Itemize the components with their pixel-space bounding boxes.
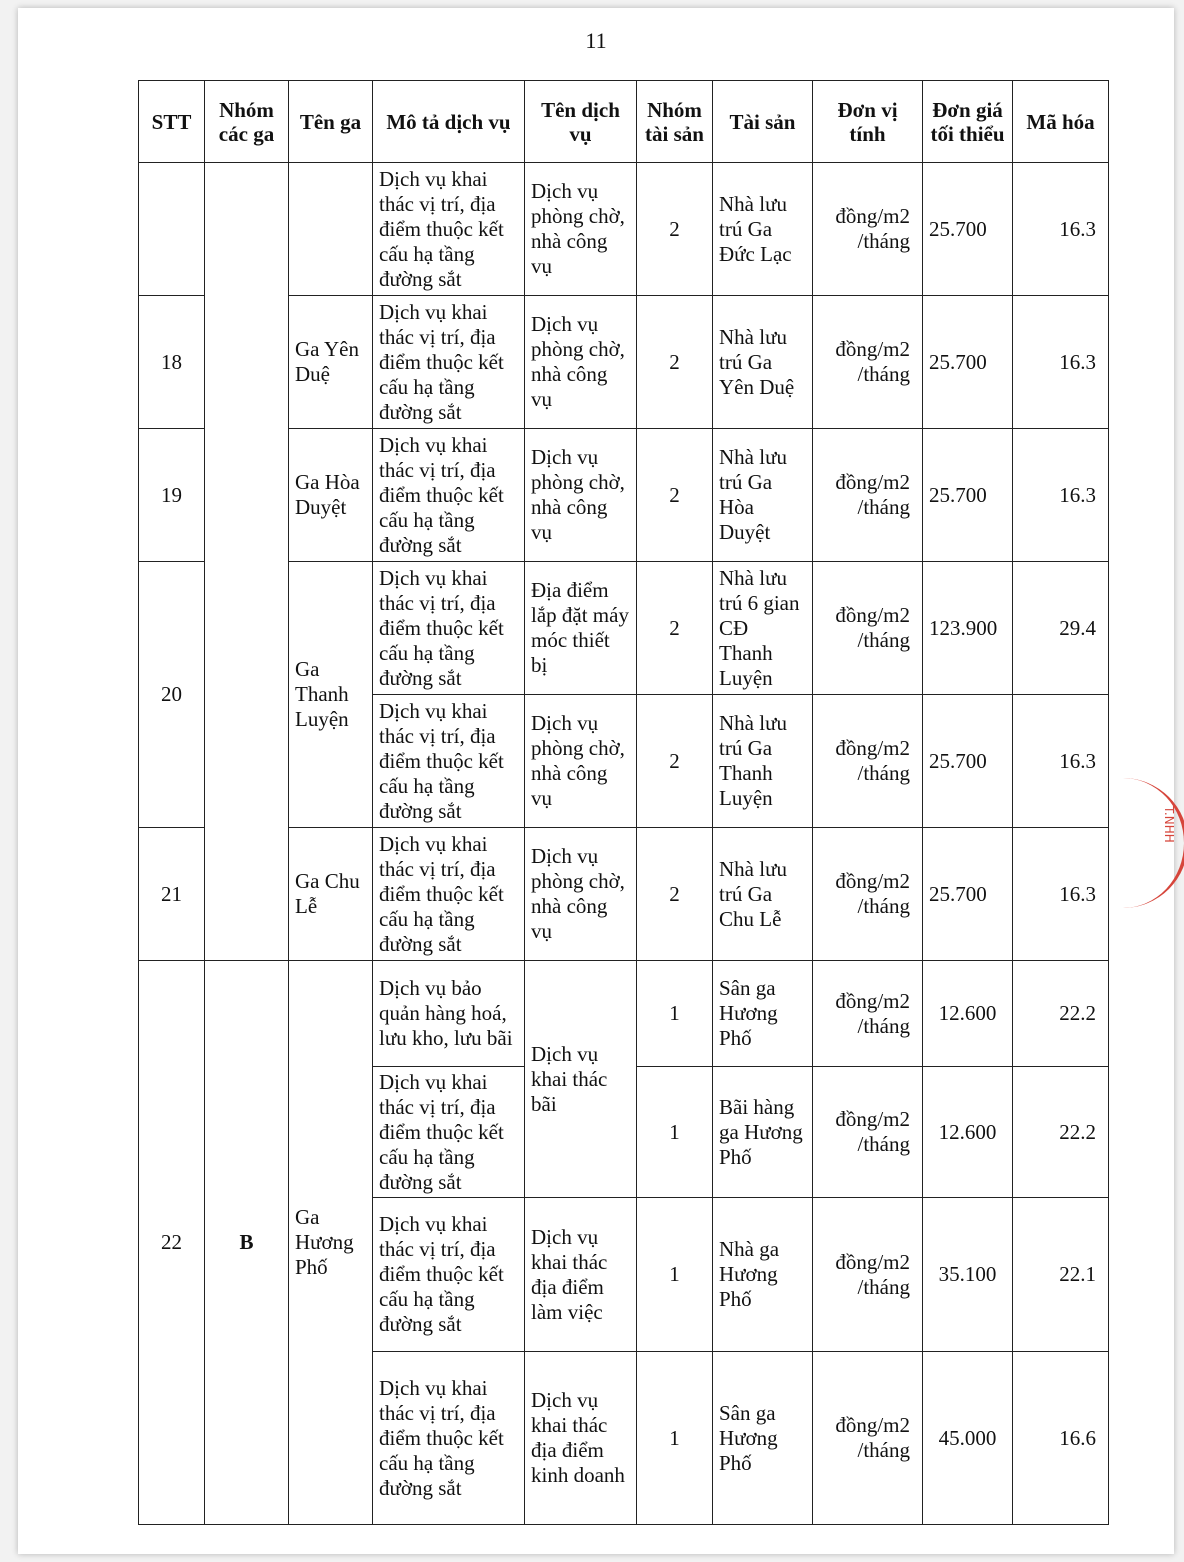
table-header-row — [139, 81, 1109, 163]
cell-don-gia: 45.000 — [923, 1352, 1013, 1525]
cell-ten-dich-vu: Địa điểm lắp đặt máy móc thiết bị — [525, 562, 637, 695]
cell-mo-ta: Dịch vụ bảo quản hàng hoá, lưu kho, lưu bãi — [373, 961, 525, 1067]
cell-mo-ta: Dịch vụ khai thác vị trí, địa điểm thuộc kết cấu hạ tầng đường sắt — [373, 562, 525, 695]
cell-don-vi: đồng/m2 /tháng — [813, 961, 923, 1067]
header-ma-hoa: Mã hóa — [1013, 81, 1109, 163]
cell-don-vi: đồng/m2 /tháng — [813, 1198, 923, 1352]
cell-ten-dich-vu: Dịch vụ phòng chờ, nhà công vụ — [525, 828, 637, 961]
cell-mo-ta: Dịch vụ khai thác vị trí, địa điểm thuộc kết cấu hạ tầng đường sắt — [373, 163, 525, 296]
cell-ma-hoa: 16.3 — [1013, 296, 1109, 429]
red-seal-stamp — [1114, 778, 1184, 908]
cell-don-gia: 123.900 — [923, 562, 1013, 695]
header-mo-ta-dich-vu: Mô tả dịch vụ — [373, 81, 525, 163]
cell-ma-hoa: 22.2 — [1013, 1067, 1109, 1198]
cell-nhom-tai-san: 1 — [637, 1198, 713, 1352]
cell-don-vi: đồng/m2 /tháng — [813, 562, 923, 695]
cell-tai-san: Nhà lưu trú Ga Đức Lạc — [713, 163, 813, 296]
cell-ma-hoa: 22.1 — [1013, 1198, 1109, 1352]
cell-don-gia: 12.600 — [923, 961, 1013, 1067]
cell-ma-hoa: 16.6 — [1013, 1352, 1109, 1525]
cell-nhom-cac-ga: B — [205, 961, 289, 1525]
cell-mo-ta: Dịch vụ khai thác vị trí, địa điểm thuộc kết cấu hạ tầng đường sắt — [373, 828, 525, 961]
header-ten-dich-vu: Tên dịch vụ — [525, 81, 637, 163]
cell-tai-san: Nhà lưu trú Ga Chu Lễ — [713, 828, 813, 961]
cell-stt: 21 — [139, 828, 205, 961]
cell-nhom-tai-san: 1 — [637, 961, 713, 1067]
cell-ten-ga: Ga Chu Lễ — [289, 828, 373, 961]
cell-tai-san: Bãi hàng ga Hương Phố — [713, 1067, 813, 1198]
cell-ten-dich-vu: Dịch vụ khai thác bãi — [525, 961, 637, 1198]
service-price-table — [138, 80, 1109, 1525]
cell-don-gia: 12.600 — [923, 1067, 1013, 1198]
cell-stt: 18 — [139, 296, 205, 429]
cell-ma-hoa: 16.3 — [1013, 828, 1109, 961]
cell-ten-dich-vu: Dịch vụ phòng chờ, nhà công vụ — [525, 429, 637, 562]
cell-don-gia: 25.700 — [923, 828, 1013, 961]
header-don-vi-tinh: Đơn vị tính — [813, 81, 923, 163]
cell-tai-san: Nhà lưu trú Ga Hòa Duyệt — [713, 429, 813, 562]
cell-mo-ta: Dịch vụ khai thác vị trí, địa điểm thuộc kết cấu hạ tầng đường sắt — [373, 1067, 525, 1198]
cell-ten-dich-vu: Dịch vụ phòng chờ, nhà công vụ — [525, 296, 637, 429]
cell-stt: 19 — [139, 429, 205, 562]
cell-don-gia: 25.700 — [923, 695, 1013, 828]
header-ten-ga: Tên ga — [289, 81, 373, 163]
cell-tai-san: Sân ga Hương Phố — [713, 961, 813, 1067]
cell-nhom-tai-san: 2 — [637, 429, 713, 562]
cell-nhom-tai-san: 2 — [637, 562, 713, 695]
table-row — [139, 163, 1109, 296]
cell-don-vi: đồng/m2 /tháng — [813, 163, 923, 296]
table-row — [139, 961, 1109, 1067]
cell-ten-ga: Ga Hương Phố — [289, 961, 373, 1525]
cell-ma-hoa: 29.4 — [1013, 562, 1109, 695]
cell-nhom-tai-san: 2 — [637, 163, 713, 296]
cell-don-vi: đồng/m2 /tháng — [813, 695, 923, 828]
cell-nhom-tai-san: 2 — [637, 296, 713, 429]
cell-don-vi: đồng/m2 /tháng — [813, 1067, 923, 1198]
header-stt: STT — [139, 81, 205, 163]
header-nhom-cac-ga: Nhóm các ga — [205, 81, 289, 163]
cell-mo-ta: Dịch vụ khai thác vị trí, địa điểm thuộc kết cấu hạ tầng đường sắt — [373, 1352, 525, 1525]
cell-don-gia: 25.700 — [923, 163, 1013, 296]
cell-ten-ga — [289, 163, 373, 296]
cell-mo-ta: Dịch vụ khai thác vị trí, địa điểm thuộc kết cấu hạ tầng đường sắt — [373, 1198, 525, 1352]
cell-mo-ta: Dịch vụ khai thác vị trí, địa điểm thuộc kết cấu hạ tầng đường sắt — [373, 296, 525, 429]
cell-ten-ga: Ga Yên Duệ — [289, 296, 373, 429]
cell-don-gia: 35.100 — [923, 1198, 1013, 1352]
cell-ma-hoa: 16.3 — [1013, 163, 1109, 296]
cell-mo-ta: Dịch vụ khai thác vị trí, địa điểm thuộc kết cấu hạ tầng đường sắt — [373, 429, 525, 562]
cell-ten-dich-vu: Dịch vụ khai thác địa điểm kinh doanh — [525, 1352, 637, 1525]
header-don-gia: Đơn giá tối thiểu — [923, 81, 1013, 163]
cell-stt — [139, 163, 205, 296]
cell-nhom-tai-san: 2 — [637, 695, 713, 828]
cell-stt: 22 — [139, 961, 205, 1525]
cell-nhom-tai-san: 1 — [637, 1352, 713, 1525]
cell-ten-dich-vu: Dịch vụ phòng chờ, nhà công vụ — [525, 163, 637, 296]
cell-don-gia: 25.700 — [923, 296, 1013, 429]
cell-ma-hoa: 22.2 — [1013, 961, 1109, 1067]
page-number: 11 — [585, 28, 607, 53]
cell-tai-san: Nhà lưu trú 6 gian CĐ Thanh Luyện — [713, 562, 813, 695]
cell-don-vi: đồng/m2 /tháng — [813, 296, 923, 429]
cell-tai-san: Nhà lưu trú Ga Thanh Luyện — [713, 695, 813, 828]
cell-ten-dich-vu: Dịch vụ phòng chờ, nhà công vụ — [525, 695, 637, 828]
cell-nhom-tai-san: 2 — [637, 828, 713, 961]
cell-ma-hoa: 16.3 — [1013, 429, 1109, 562]
cell-tai-san: Nhà lưu trú Ga Yên Duệ — [713, 296, 813, 429]
cell-ma-hoa: 16.3 — [1013, 695, 1109, 828]
cell-ten-dich-vu: Dịch vụ khai thác địa điểm làm việc — [525, 1198, 637, 1352]
cell-don-gia: 25.700 — [923, 429, 1013, 562]
stamp-text: T.NHH — [1162, 806, 1176, 843]
cell-tai-san: Nhà ga Hương Phố — [713, 1198, 813, 1352]
document-page — [18, 8, 1174, 1554]
cell-nhom-tai-san: 1 — [637, 1067, 713, 1198]
cell-tai-san: Sân ga Hương Phố — [713, 1352, 813, 1525]
cell-nhom-cac-ga — [205, 163, 289, 961]
cell-don-vi: đồng/m2 /tháng — [813, 1352, 923, 1525]
cell-stt: 20 — [139, 562, 205, 828]
cell-don-vi: đồng/m2 /tháng — [813, 429, 923, 562]
cell-mo-ta: Dịch vụ khai thác vị trí, địa điểm thuộc kết cấu hạ tầng đường sắt — [373, 695, 525, 828]
cell-don-vi: đồng/m2 /tháng — [813, 828, 923, 961]
header-tai-san: Tài sản — [713, 81, 813, 163]
header-nhom-tai-san: Nhóm tài sản — [637, 81, 713, 163]
cell-ten-ga: Ga Thanh Luyện — [289, 562, 373, 828]
cell-ten-ga: Ga Hòa Duyệt — [289, 429, 373, 562]
